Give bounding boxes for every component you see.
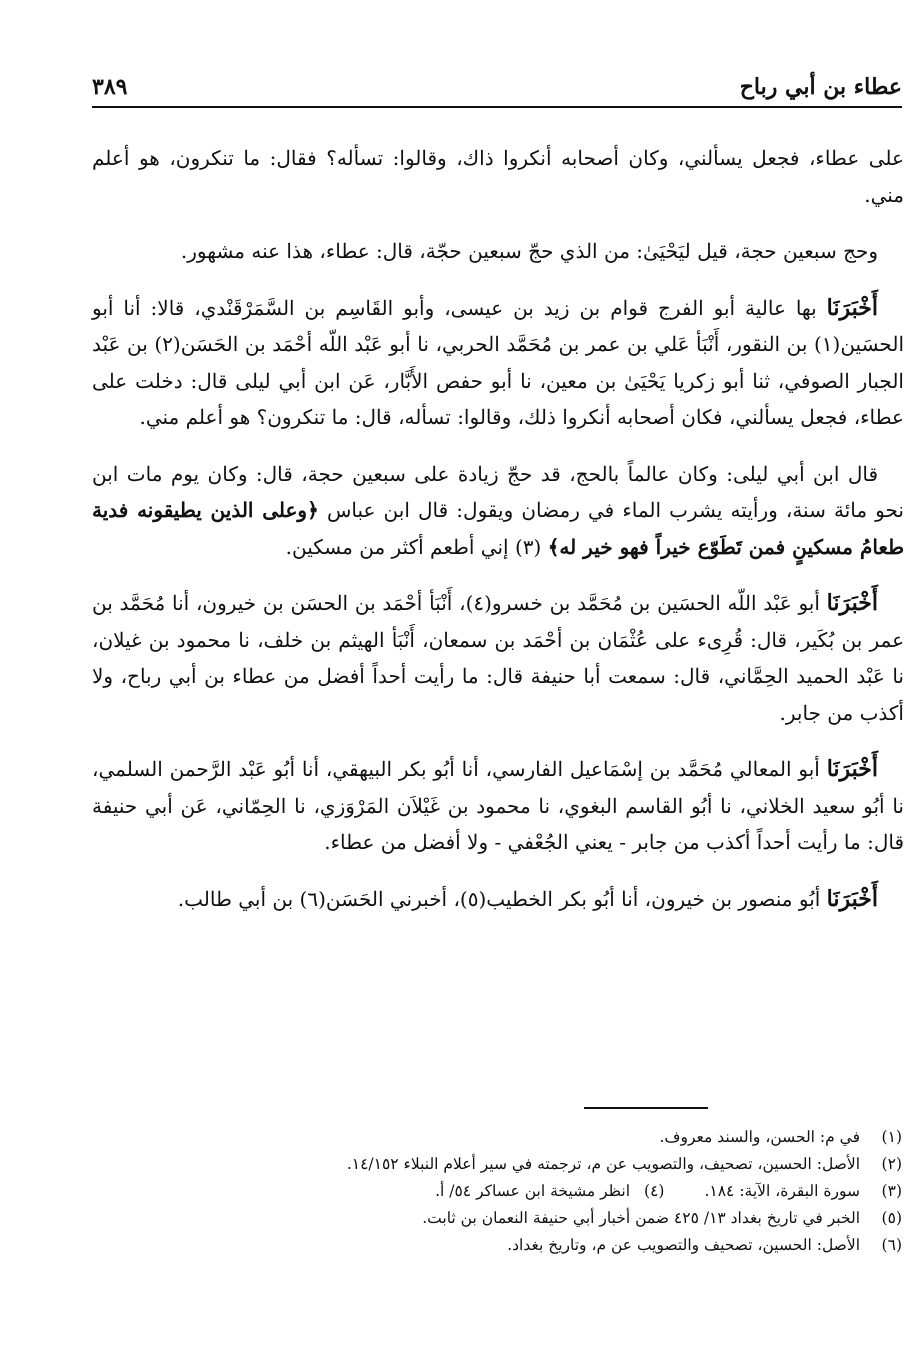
paragraph-6-text: أبو المعالي مُحَمَّد بن إسْمَاعيل الفارسي، أنا أبُو بكر البيهقي، أنا أبُو عَبْد الرَّحمن السلمي، نا أبُو سعيد الخلاني، نا أبُو القاسم البغوي، نا محمود بن غَيْلاَن المَرْوَزي، نا الحِمّاني، عَن أبي حنيفة قال: ما رأيت أحداً أكذب من جابر - يعني الجُعْفي - ولا أفضل من عطاء. bbox=[92, 757, 904, 854]
akhbarana-lead: أَخْبَرَنَا bbox=[826, 294, 878, 321]
akhbarana-lead: أَخْبَرَنَا bbox=[826, 590, 878, 616]
main-text bbox=[92, 140, 904, 937]
running-title: عطاء بن أبي رباح bbox=[739, 74, 902, 100]
paragraph-3-text: بها عالية أبو الفرج قوام بن زيد بن عيسى، وأبو القَاسِم بن السَّمَرْقَنْدي، قالا: أنا أبو الحسَين(١) بن النقور، أَنْبَأ عَلي بن عمر بن مُحَمَّد الحربي، نا أبو عَبْد اللّه أحْمَد بن الحَسَن(٢) بن عَبْد الجبار الصوفي، ثنا أبو زكريا يَحْيَىٰ بن معين، نا أبو حفص الأَبَّار، عَن ابن أبي ليلى قال: دخلت على عطاء، فجعل يسألني، فكان أصحابه أنكروا ذلك، وقالوا: تسأله، قال: ما تنكرون؟ هو أعلم مني. bbox=[92, 295, 904, 429]
footnote-text: الخبر في تاريخ بغداد ١٣/ ٤٢٥ ضمن أخبار أبي حنيفة النعمان بن ثابت. bbox=[422, 1209, 860, 1227]
footnotes bbox=[102, 1124, 902, 1259]
footnote-text: في م: الحسن، والسند معروف. bbox=[659, 1128, 860, 1146]
footnote-text: الأصل: الحسين، تصحيف، والتصويب عن م، ترجمته في سير أعلام النبلاء ١٤/١٥٢. bbox=[346, 1155, 860, 1173]
paragraph-7-text: أبُو منصور بن خيرون، أنا أبُو بكر الخطيب(٥)، أخبرني الحَسَن(٦) بن أبي طالب. bbox=[177, 886, 821, 911]
footnote-3-4 bbox=[102, 1178, 902, 1205]
paragraph-2: وحج سبعين حجة، قيل ليَحْيَىٰ: من الذي حجّ سبعين حجّة، قال: عطاء، هذا عنه مشهور. bbox=[180, 239, 878, 263]
footnote-5 bbox=[102, 1205, 902, 1232]
paragraph-4-post: (٣) إني أطعم أكثر من مسكين. bbox=[285, 534, 542, 559]
footnote-number: (٤) bbox=[644, 1182, 665, 1200]
footnote-number: (١) bbox=[881, 1128, 902, 1146]
paragraph-1: على عطاء، فجعل يسألني، وكان أصحابه أنكروا ذاك، وقالوا: تسأله؟ فقال: ما تنكرون، هو أعلم مني. bbox=[92, 146, 904, 207]
footnote-6 bbox=[102, 1232, 902, 1259]
footnote-text: سورة البقرة، الآية: ١٨٤. bbox=[704, 1182, 860, 1200]
paragraph-3 bbox=[92, 290, 904, 436]
quran-verse: ﴿وعلى الذين يطيقونه فدية طعامُ مسكينٍ فمن تَطَوّع خيراً فهو خير له﴾ bbox=[92, 498, 904, 559]
paragraph-7 bbox=[92, 881, 904, 918]
akhbarana-lead: أَخْبَرَنَا bbox=[826, 885, 878, 912]
footnote-number: (٢) bbox=[881, 1155, 902, 1173]
page-number: ٣٨٩ bbox=[92, 74, 128, 100]
footnote-2 bbox=[102, 1151, 902, 1178]
paragraph-4 bbox=[92, 456, 904, 566]
paragraph-4-pre: قال ابن أبي ليلى: وكان عالماً بالحج، قد حجّ زيادة على سبعين حجة، قال: وكان يوم مات ابن نحو مائة سنة، ورأيته يشرب الماء في رمضان ويقول: قال ابن عباس bbox=[92, 461, 904, 522]
footnote-text: الأصل: الحسين، تصحيف والتصويب عن م، وتاريخ بغداد. bbox=[507, 1236, 860, 1254]
footnote-number: (٥) bbox=[881, 1209, 902, 1227]
paragraph-5 bbox=[92, 585, 904, 731]
header-rule bbox=[92, 106, 902, 108]
paragraph-6 bbox=[92, 751, 904, 861]
footnote-1 bbox=[102, 1124, 902, 1151]
footnote-number: (٣) bbox=[881, 1182, 902, 1200]
paragraph-5-text: أبو عَبْد اللّه الحسَين بن مُحَمَّد بن خسرو(٤)، أَنْبَأ أحْمَد بن الحسَن بن خيرون، أنا مُحَمَّد بن عمر بن بُكَير، قال: قُرِىء على عُثْمَان بن أحْمَد بن سمعان، أَنْبَأ الهيثم بن خلف، نا محمود بن غيلان، نا عَبْد الحميد الحِمَّاني، قال: سمعت أبا حنيفة قال: ما رأيت أحداً أفضل من عطاء بن أبي رباح، ولا أكذب من جابر. bbox=[92, 591, 904, 725]
footnote-number: (٦) bbox=[881, 1236, 902, 1254]
footnote-text: انظر مشيخة ابن عساكر ٥٤/ أ. bbox=[435, 1182, 631, 1200]
footnote-rule bbox=[584, 1107, 708, 1109]
page-header bbox=[92, 70, 902, 106]
akhbarana-lead: أَخْبَرَنَا bbox=[826, 756, 879, 782]
